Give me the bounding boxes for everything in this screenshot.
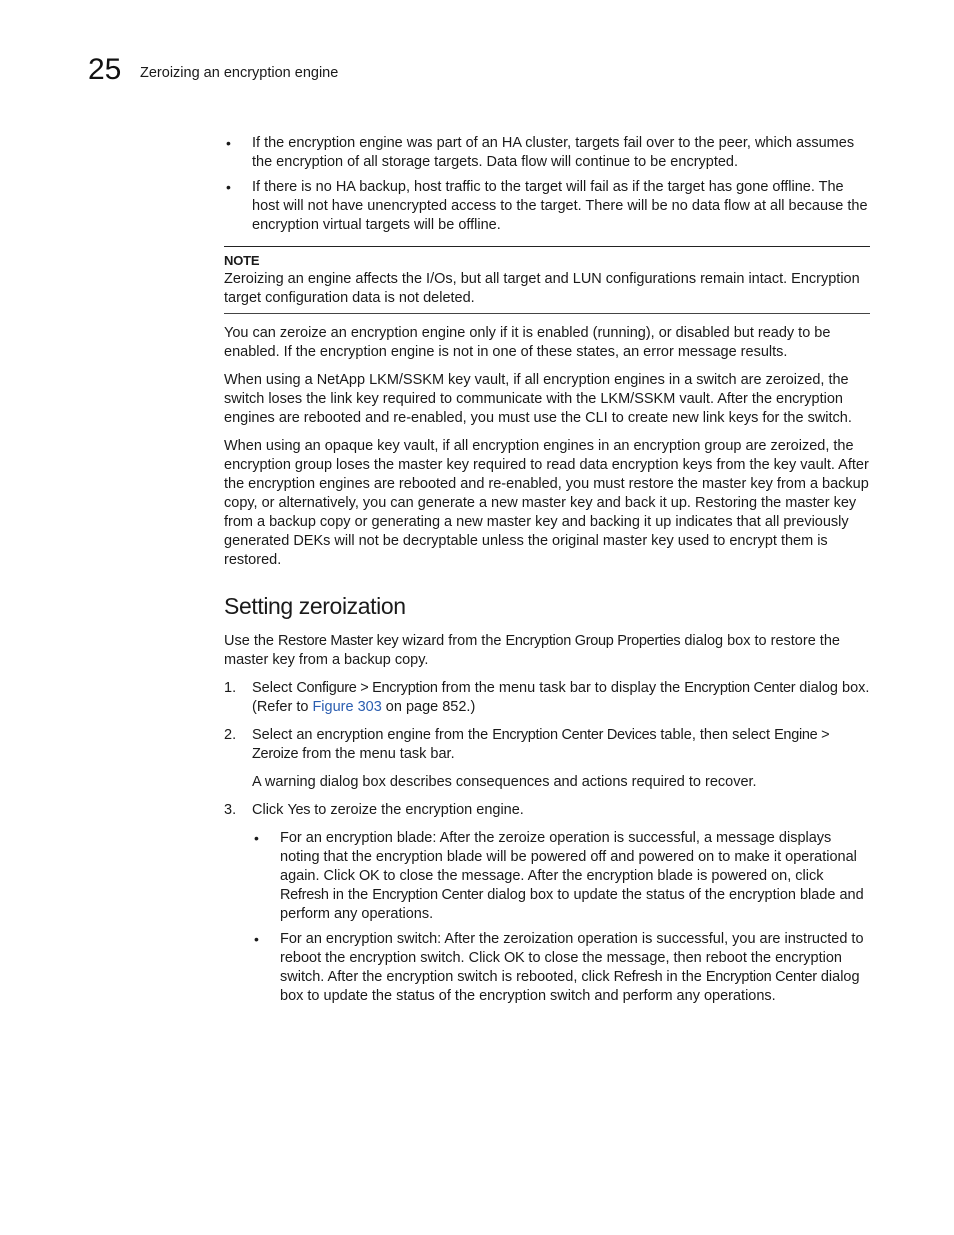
section-intro — [224, 632, 870, 670]
ui-term: Restore Master key — [278, 633, 399, 649]
sub-bullet-list — [252, 829, 870, 1006]
ui-term: Yes — [287, 802, 311, 818]
paragraph: When using an opaque key vault, if all encryption engines in an encryption group are zeroized, the encryption group loses the master key required to read data encryption keys from the key vault. After the encryption engines are rebooted and re-enabled, you must restore the master key from a backup copy, or alternatively, you can generate a new master key and back it up. Restoring the master key from a backup copy or generating a new master key and backing it up indicates that all previously generated DEKs will not be decryptable unless the original master key used to encrypt them is restored. — [224, 438, 869, 568]
text: in the — [662, 969, 706, 985]
text: to close the message. After the encryption blade is powered on, click — [379, 868, 824, 884]
ui-term: OK — [358, 868, 380, 884]
text: dialog box to update the status of the encryption switch and perform any operations. — [280, 969, 860, 1004]
step-note: A warning dialog box describes consequences and actions required to recover. — [252, 774, 757, 790]
ui-term: Encryption Center Devices — [492, 727, 657, 743]
step-item — [224, 679, 870, 717]
ui-term: Encryption Center — [684, 680, 796, 696]
note-label: NOTE — [224, 253, 260, 268]
ui-term: OK — [504, 950, 525, 966]
step-number: 1. — [224, 680, 237, 696]
text: to zeroize the encryption engine. — [310, 802, 524, 818]
step-number: 2. — [224, 727, 237, 743]
figure-link[interactable]: Figure 303 — [312, 699, 382, 715]
running-title: Zeroizing an encryption engine — [140, 65, 339, 81]
ui-term: Configure > Encryption — [296, 680, 438, 696]
step-item — [224, 801, 870, 1006]
step-item — [224, 726, 870, 792]
text: wizard from the — [398, 633, 506, 649]
note-box — [224, 246, 870, 314]
text: dialog box. (Refer to — [252, 680, 870, 715]
chapter-number: 25 — [88, 53, 122, 86]
list-item — [252, 930, 870, 1006]
text: in the — [328, 887, 373, 903]
text: to close the message, then reboot the encryption switch. After the encryption switch is rebooted, click — [280, 950, 842, 985]
list-item: • If there is no HA backup, host traffic to the target will fail as if the target has gone offline. The host will not have unencrypted access to the target. There will be no data flow at all because the encryption virtual targets will be offline. — [224, 178, 870, 235]
text: For an encryption blade: After the zeroize operation is successful, a message displays noting that the encryption blade will be powered off and powered on to make it operational again. Click — [280, 830, 857, 884]
text: from the menu task bar to display the — [437, 680, 685, 696]
ui-term: Encryption Center — [705, 969, 817, 985]
text: table, then select — [656, 727, 775, 743]
text: Use the — [224, 633, 278, 649]
list-item: • If the encryption engine was part of an HA cluster, targets fail over to the peer, which assumes the encryption of all storage targets. Data flow will continue to be encrypted. — [224, 134, 870, 172]
text: Click — [252, 802, 288, 818]
intro-bullet-list — [224, 134, 870, 235]
ui-term: Refresh — [280, 887, 329, 903]
text: For an encryption switch: After the zeroization operation is successful, you are instructed to reboot the encryption switch. Click — [280, 931, 864, 966]
ui-term: Encryption Center — [372, 887, 484, 903]
text: Select an encryption engine from the — [252, 727, 493, 743]
text: on page 852.) — [381, 699, 476, 715]
text: dialog box to update the status of the encryption blade and perform any operations. — [280, 887, 864, 922]
note-text: Zeroizing an engine affects the I/Os, but all target and LUN configurations remain intact. Encryption target configuration data is not deleted. — [224, 271, 860, 306]
paragraph: When using a NetApp LKM/SSKM key vault, if all encryption engines in a switch are zeroized, the switch loses the link key required to communicate with the LKM/SSKM vault. After the encryption engines are rebooted and re-enabled, you must use the CLI to create new link keys for the switch. — [224, 372, 852, 426]
text: dialog box to restore the master key from a backup copy. — [224, 633, 840, 668]
step-list — [224, 679, 870, 1006]
text: from the menu task bar. — [298, 746, 455, 762]
page-content — [224, 134, 870, 1015]
ui-term: Refresh — [613, 969, 663, 985]
section-heading: Setting zeroization — [224, 593, 406, 619]
step-number: 3. — [224, 802, 237, 818]
ui-term: Encryption Group Properties — [505, 633, 681, 649]
paragraph: You can zeroize an encryption engine only if it is enabled (running), or disabled but ready to be enabled. If the encryption engine is not in one of these states, an error message results. — [224, 325, 831, 360]
ui-term: Engine > Zeroize — [252, 727, 830, 762]
list-item — [252, 829, 870, 924]
text: Select — [252, 680, 297, 696]
